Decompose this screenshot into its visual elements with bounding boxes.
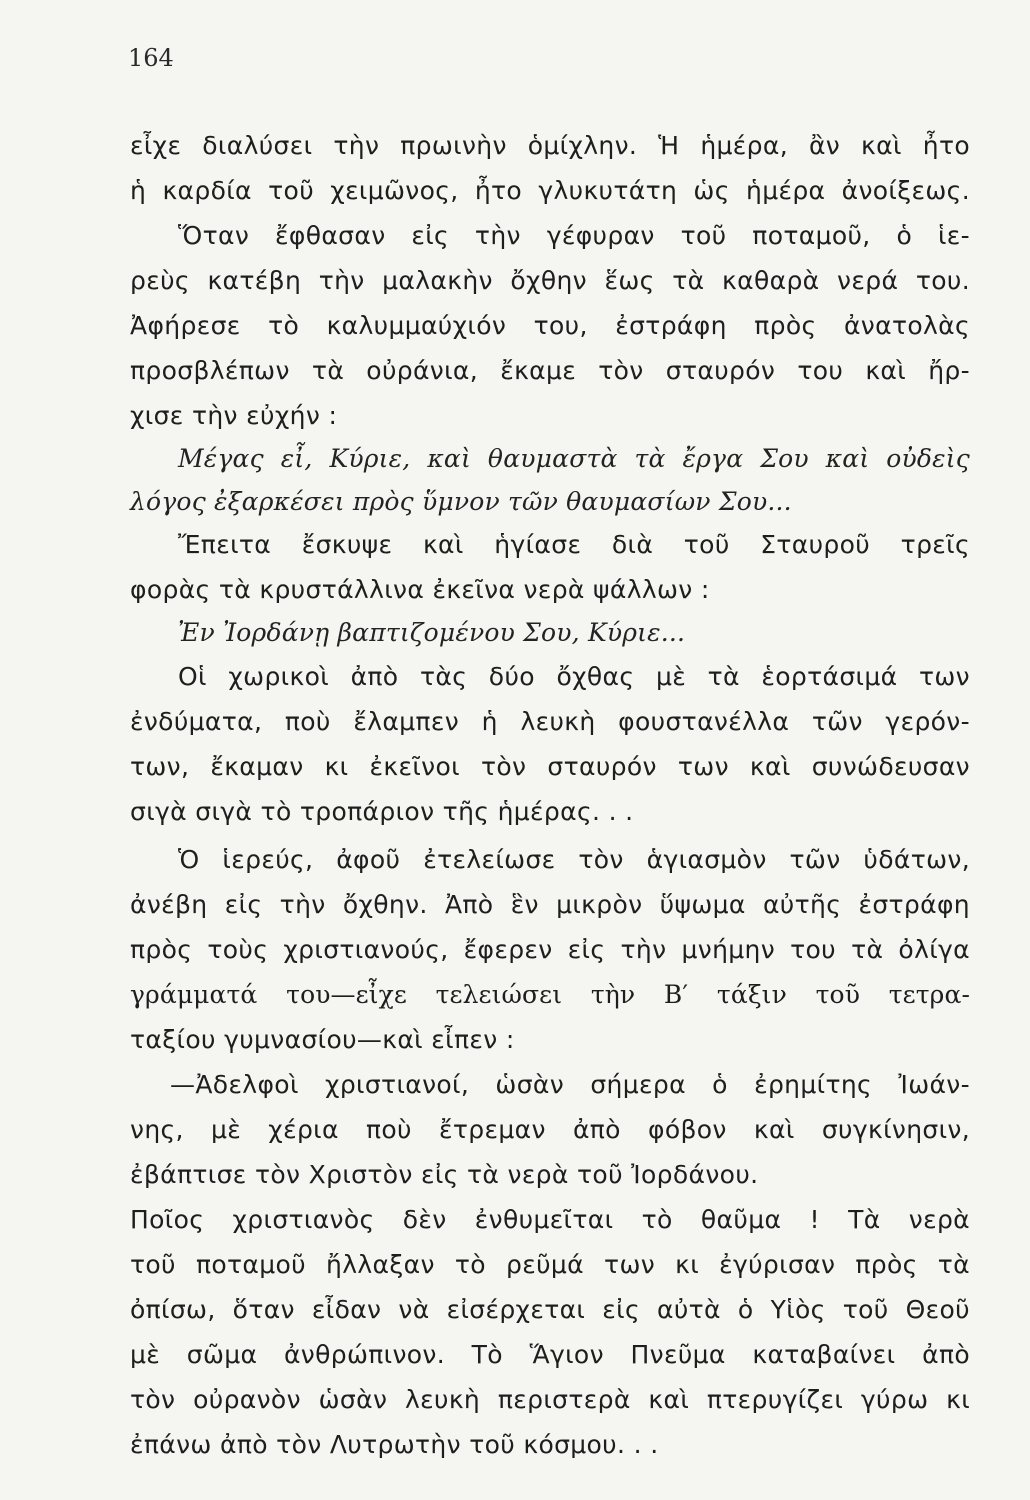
text-line-7: χισε τὴν εὐχήν : [130,401,338,430]
text-line-23: τὸν οὐρανὸν ὡσὰν λευκὴ περιστερὰ καὶ πτερυγίζει γύρω κι [130,1385,970,1414]
text-line-6: προσβλέπων τὰ οὐράνια, ἔκαμε τὸν σταυρόν του καὶ ἤρ- [130,356,970,385]
text-line-17: γράμματά του—εἶχε τελειώσει τὴν Β′ τάξιν τοῦ τετρα- [130,980,970,1009]
text-line-24: ἐπάνω ἀπὸ τὸν Λυτρωτὴν τοῦ κόσμου. . . [130,1430,659,1459]
dialogue-line-1: —Ἀδελφοὶ χριστιανοί, ὡσὰν σήμερα ὁ ἐρημίτης Ἰωάν- [170,1070,970,1099]
dialogue-line-3: ἐβάπτισε τὸν Χριστὸν εἰς τὰ νερὰ τοῦ Ἰορδάνου. [130,1160,759,1189]
text-line-19: Ποῖος χριστιανὸς δὲν ἐνθυμεῖται τὸ θαῦμα ! Τὰ νερὰ [130,1205,970,1234]
page-number: 164 [128,44,174,72]
text-line-9: φορὰς τὰ κρυστάλλινα ἐκεῖνα νερὰ ψάλλων : [130,575,710,604]
hymn-line-2: λόγος ἐξαρκέσει πρὸς ὕμνον τῶν θαυμασίων Σου... [130,487,792,516]
text-line-3: Ὅταν ἔφθασαν εἰς τὴν γέφυραν τοῦ ποταμοῦ, ὁ ἱε- [178,221,970,250]
text-line-8: Ἔπειτα ἔσκυψε καὶ ἡγίασε διὰ τοῦ Σταυροῦ τρεῖς [178,530,970,559]
text-line-1: εἶχε διαλύσει τὴν πρωινὴν ὁμίχλην. Ἡ ἡμέρα, ἂν καὶ ἦτο [130,131,970,160]
text-line-2: ἡ καρδία τοῦ χειμῶνος, ἦτο γλυκυτάτη ὡς ἡμέρα ἀνοίξεως. [130,176,970,205]
dialogue-line-2: νης, μὲ χέρια ποὺ ἔτρεμαν ἀπὸ φόβον καὶ συγκίνησιν, [130,1115,970,1144]
text-line-15: ἀνέβη εἰς τὴν ὄχθην. Ἀπὸ ἓν μικρὸν ὕψωμα αὐτῆς ἐστράφη [130,890,970,919]
hymn-line-3: Ἐν Ἰορδάνῃ βαπτιζομένου Σου, Κύριε... [178,618,686,647]
text-line-13: σιγὰ σιγὰ τὸ τροπάριον τῆς ἡμέρας. . . [130,797,634,826]
text-line-20: τοῦ ποταμοῦ ἤλλαξαν τὸ ρεῦμά των κι ἐγύρισαν πρὸς τὰ [130,1250,970,1279]
text-line-4: ρεὺς κατέβη τὴν μαλακὴν ὄχθην ἕως τὰ καθαρὰ νερά του. [130,266,970,295]
text-line-14: Ὁ ἱερεύς, ἀφοῦ ἐτελείωσε τὸν ἁγιασμὸν τῶν ὑδάτων, [178,845,970,874]
text-line-12: των, ἔκαμαν κι ἐκεῖνοι τὸν σταυρόν των καὶ συνώδευσαν [130,752,970,781]
hymn-line-1: Μέγας εἶ, Κύριε, καὶ θαυμαστὰ τὰ ἔργα Σου καὶ οὐδεὶς [178,444,970,473]
text-line-21: ὀπίσω, ὅταν εἶδαν νὰ εἰσέρχεται εἰς αὐτὰ ὁ Υἱὸς τοῦ Θεοῦ [130,1295,970,1324]
text-line-5: Ἀφήρεσε τὸ καλυμμαύχιόν του, ἐστράφη πρὸς ἀνατολὰς [130,311,970,340]
text-line-22: μὲ σῶμα ἀνθρώπινον. Τὸ Ἅγιον Πνεῦμα καταβαίνει ἀπὸ [130,1340,970,1369]
text-line-11: ἐνδύματα, ποὺ ἔλαμπεν ἡ λευκὴ φουστανέλλα τῶν γερόν- [130,707,970,736]
text-line-16: πρὸς τοὺς χριστιανούς, ἔφερεν εἰς τὴν μνήμην του τὰ ὀλίγα [130,935,970,964]
text-line-18: ταξίου γυμνασίου—καὶ εἶπεν : [130,1025,515,1054]
text-line-10: Οἱ χωρικοὶ ἀπὸ τὰς δύο ὄχθας μὲ τὰ ἑορτάσιμά των [178,662,970,691]
